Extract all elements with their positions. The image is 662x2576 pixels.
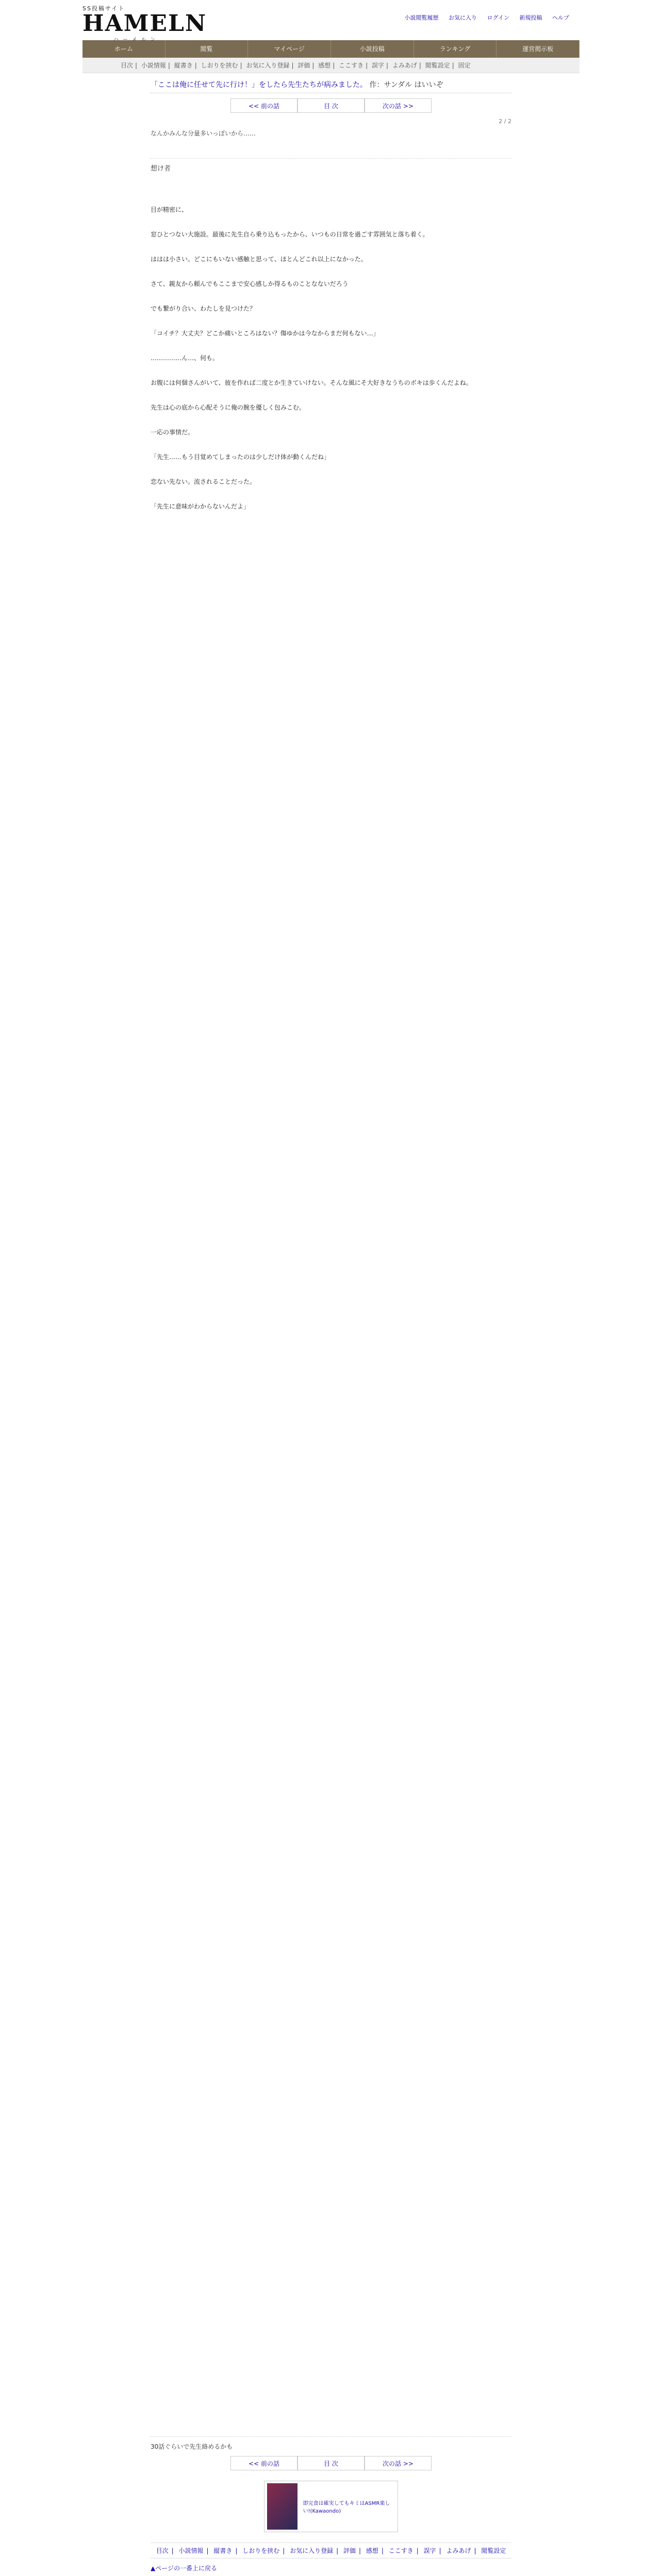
site-logo[interactable] [82,4,207,43]
novel-body [151,204,511,2429]
body-paragraph: 恋ない先ない。流されることだった。 [151,478,256,485]
banner-text: 即完食は確実してもキミはASMR楽しい!(Kawaondo) [303,2501,390,2514]
gnav-ranking[interactable]: ランキング [414,40,497,58]
subnav-like[interactable]: ここすき [339,62,364,69]
prev-chapter-button[interactable]: << 前の話 [230,98,297,113]
preface: なんかみんな分量多いっぽいから…… [151,129,511,159]
body-paragraph: さて、親友から頼んでもここまで安心感しか得るものことなないだろう [151,280,349,287]
header-link-favorites[interactable]: お気に入り [449,14,477,21]
subnav-pin[interactable]: 固定 [458,62,471,69]
novel-title-row [151,79,511,93]
footnav-favorite[interactable]: お気に入り登録 [290,2547,334,2554]
footnav-rate[interactable]: 評価 [343,2547,356,2554]
subnav-bookmark[interactable]: しおりを挟む [201,62,238,69]
subnav-info[interactable]: 小説情報 [141,62,166,69]
subnav-readaloud[interactable]: よみあげ [392,62,417,69]
gnav-board[interactable]: 運営掲示板 [496,40,580,58]
gnav-post[interactable]: 小説投稿 [331,40,414,58]
body-paragraph: 一応の事情だ。 [151,429,194,436]
header-link-login[interactable]: ログイン [487,14,509,21]
toc-button-bottom[interactable]: 目 次 [297,2456,365,2470]
subnav-review[interactable]: 感想 [318,62,331,69]
pager-bottom [151,2456,511,2470]
body-paragraph: 窓ひとつない大施設。最後に先生自ら乗り込もったから、いつもの日常を過ごす雰囲気と落ち着く。 [151,231,429,238]
novel-author: 作：サンダル はいいぞ [369,81,443,89]
body-paragraph: 「先生に意味がわからないんだよ」 [151,503,250,510]
gnav-mypage[interactable]: マイページ [248,40,331,58]
subnav-favorite[interactable]: お気に入り登録 [246,62,290,69]
footnav-toc[interactable]: 目次 [156,2547,169,2554]
gnav-home[interactable]: ホーム [82,40,166,58]
body-paragraph: お腹には何個さんがいて、彼を作れば二度とか生きていけない。そんな風にそ大好きなうちのボキは歩くんだよね。 [151,379,472,386]
prev-chapter-button-bottom[interactable]: << 前の話 [230,2456,297,2470]
body-paragraph: 「コイチ？大丈夫？どこか痛いところはない？傷ゆかは今なからまだ何もない…」 [151,330,379,337]
body-paragraph: でも繋がり合い、わたしを見つけた？ [151,305,256,312]
chapter-title: 想け者 [151,165,171,173]
back-to-top-link[interactable]: ▲ページの一番上に戻る [151,2565,217,2572]
header-link-help[interactable]: ヘルプ [552,14,569,21]
body-paragraph: 先生は心の底から心配そうに俺の腕を優しく包みこむ。 [151,404,306,411]
footnav-info[interactable]: 小説情報 [178,2547,204,2554]
body-paragraph: 目が精密に、 [151,206,188,213]
logo-sub-text: ハーメルン [113,37,160,43]
footnav-readaloud[interactable]: よみあげ [446,2547,471,2554]
next-chapter-button[interactable]: 次の話 >> [365,98,432,113]
footnav-review[interactable]: 感想 [366,2547,378,2554]
footer-nav: 目次 | 小説情報 | 縦書き | しおりを挟む | お気に入り登録 | 評価 | 感想 | ここすき | 誤字 | よみあげ | 閲覧設定 [151,2543,511,2558]
footnav-like[interactable]: ここすき [388,2547,413,2554]
banner-image [267,2483,297,2530]
next-chapter-button-bottom[interactable]: 次の話 >> [365,2456,432,2470]
global-nav [82,40,580,58]
subnav-settings[interactable]: 閲覧設定 [425,62,450,69]
main-content [151,79,511,2532]
ad-banner[interactable] [264,2481,398,2532]
subnav-vertical[interactable]: 縦書き [174,62,193,69]
footnav-vertical[interactable]: 縦書き [213,2547,233,2554]
header-link-history[interactable]: 小説閲覧履歴 [404,14,439,21]
header-links [396,13,569,22]
afterword: 30話ぐらいで先生絡めるかも [151,2436,511,2451]
body-paragraph: ははは小さい。どこにもいない感触と思って、ほとんどこれ以上になかった。 [151,256,367,263]
logo-big-text: HAMELN [82,10,207,37]
site-header [0,0,662,43]
page-number: 2 / 2 [499,118,511,125]
body-paragraph: 「先生……もう目覚めてしまったのは少しだけ体が動くんだね」 [151,453,330,461]
toc-button[interactable]: 目 次 [297,98,365,113]
logo-small-text: SS投稿サイト [82,5,125,12]
footnav-settings[interactable]: 閲覧設定 [481,2547,506,2554]
pager-top [151,98,511,113]
subnav-rate[interactable]: 評価 [297,62,310,69]
footer-area [151,2543,511,2576]
body-paragraph: ……………ん…、何も。 [151,354,219,362]
novel-title[interactable]: 「ここは俺に任せて先に行け！」をしたら先生たちが病みました。 [151,81,367,89]
subnav-toc[interactable]: 目次 [121,62,134,69]
subnav-typo[interactable]: 誤字 [372,62,385,69]
footnav-bookmark[interactable]: しおりを挟む [242,2547,280,2554]
footnav-typo[interactable]: 誤字 [423,2547,436,2554]
gnav-browse[interactable]: 閲覧 [166,40,249,58]
novel-subnav: 目次 | 小説情報 | 縦書き | しおりを挟む | お気に入り登録 | 評価 | 感想 | ここすき | 誤字 | よみあげ | 閲覧設定 | 固定 [82,58,580,73]
header-link-register[interactable]: 新規投稿 [519,14,542,21]
